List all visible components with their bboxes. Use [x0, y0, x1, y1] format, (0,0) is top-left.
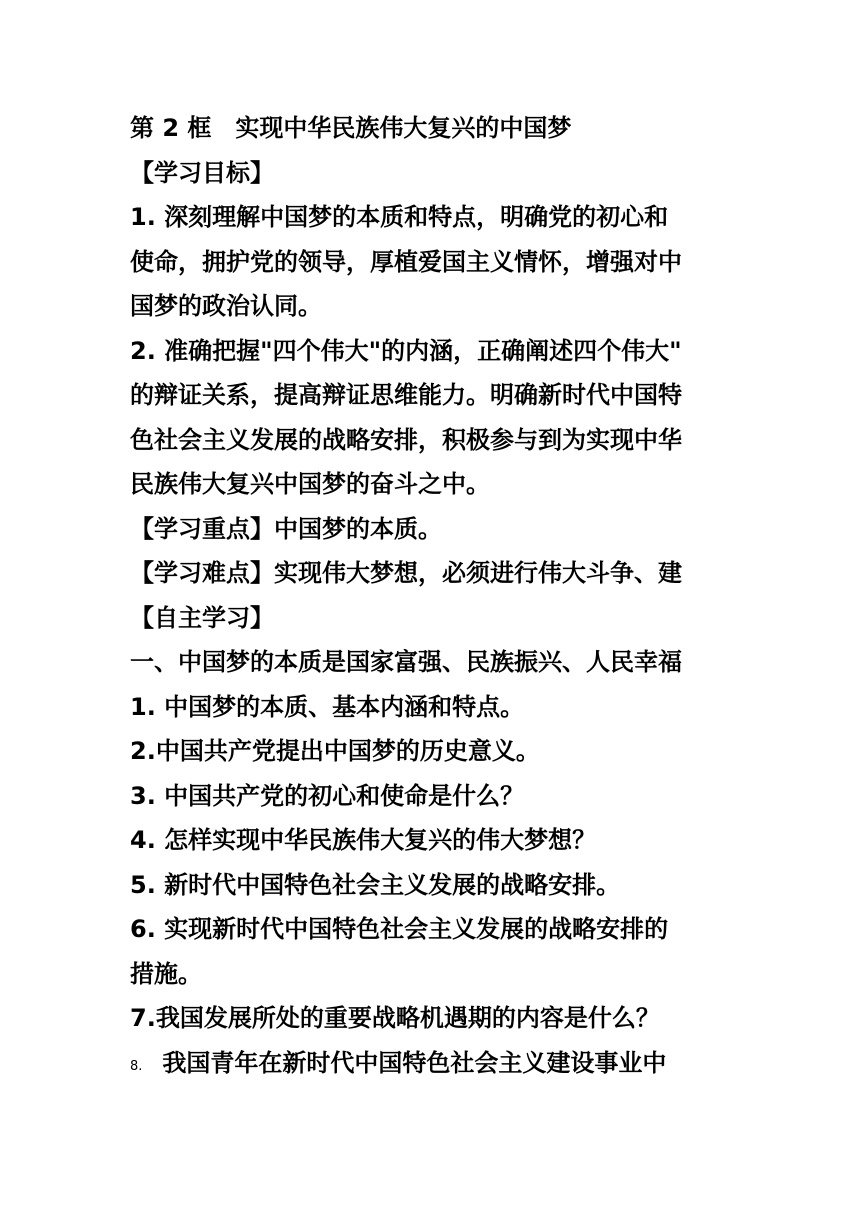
goal-2-line-1: 2. 准确把握"四个伟大"的内涵，正确阐述四个伟大" [130, 336, 682, 365]
question-8-number: 8. [130, 1058, 143, 1074]
key-point: 【学习重点】中国梦的本质。 [130, 514, 442, 543]
question-4: 4. 怎样实现中华民族伟大复兴的伟大梦想？ [130, 826, 597, 854]
question-8 [130, 1041, 750, 1086]
goal-1-line-1: 1. 深刻理解中国梦的本质和特点，明确党的初心和 [130, 203, 669, 231]
question-8-text: 我国青年在新时代中国特色社会主义建设事业中 [162, 1048, 667, 1077]
goal-2-line-4: 民族伟大复兴中国梦的奋斗之中。 [130, 470, 490, 498]
goal-1-line-3: 国梦的政治认同。 [130, 292, 322, 320]
question-2: 2.中国共产党提出中国梦的历史意义。 [130, 737, 540, 765]
question-1: 1. 中国梦的本质、基本内涵和特点。 [130, 692, 525, 721]
section-title: 第 2 框 实现中华民族伟大复兴的中国梦 [130, 114, 572, 142]
question-6-line-2: 措施。 [130, 959, 202, 988]
goal-2-line-3: 色社会主义发展的战略安排，积极参与到为实现中华 [130, 425, 682, 454]
goal-2-line-2: 的辩证关系，提高辩证思维能力。明确新时代中国特 [130, 381, 682, 409]
question-6-line-1: 6. 实现新时代中国特色社会主义发展的战略安排的 [130, 915, 669, 943]
question-3: 3. 中国共产党的初心和使命是什么？ [130, 781, 525, 810]
question-7: 7.我国发展所处的重要战略机遇期的内容是什么？ [130, 1004, 660, 1032]
heading-self-study: 【自主学习】 [130, 603, 274, 632]
document-body [130, 106, 750, 1085]
difficult-point: 【学习难点】实现伟大梦想，必须进行伟大斗争、建 [130, 559, 682, 587]
heading-learning-goals: 【学习目标】 [130, 158, 274, 187]
goal-1-line-2: 使命，拥护党的领导，厚植爱国主义情怀，增强对中 [130, 247, 682, 276]
question-5: 5. 新时代中国特色社会主义发展的战略安排。 [130, 870, 621, 899]
subsection-title: 一、中国梦的本质是国家富强、民族振兴、人民幸福 [130, 648, 682, 676]
